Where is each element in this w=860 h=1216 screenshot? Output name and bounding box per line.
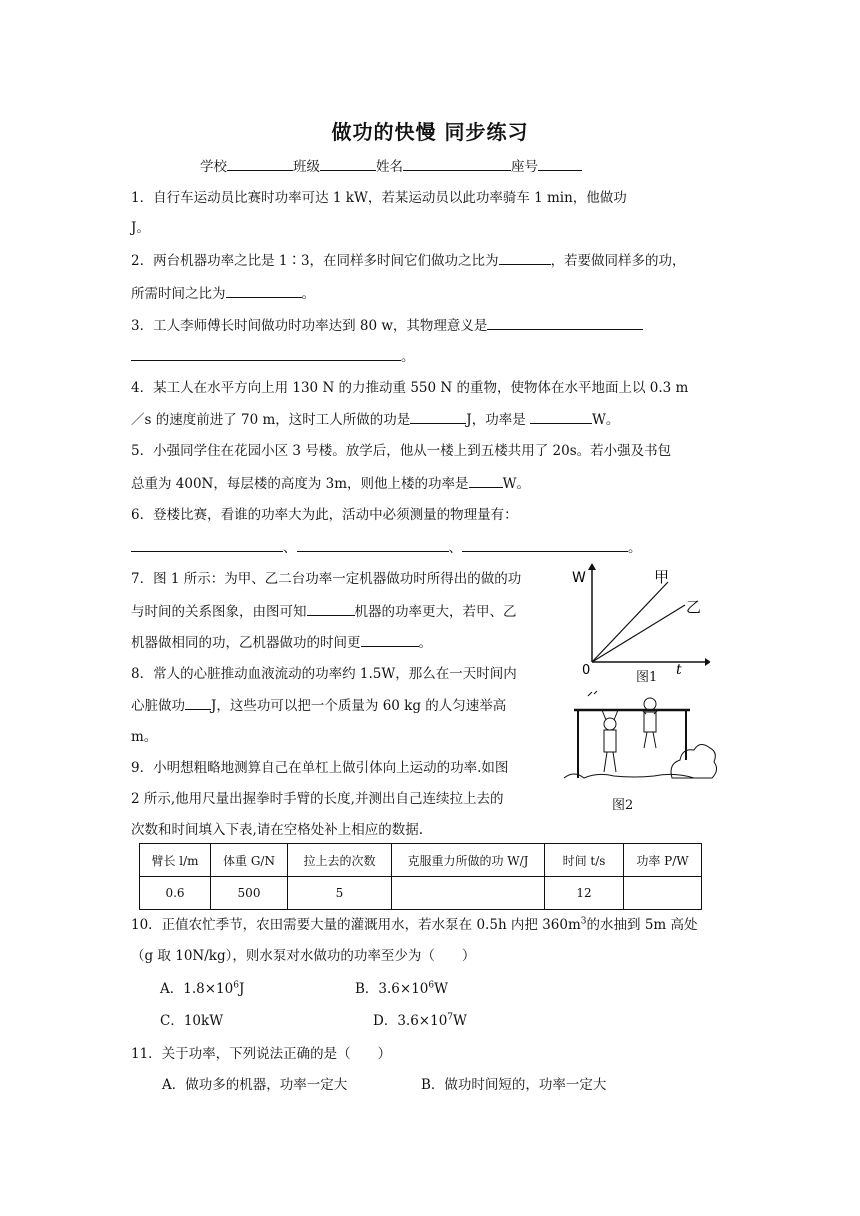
answer-blank[interactable] [185,696,211,710]
school-blank[interactable] [227,157,293,171]
question-6-line-1: 6．登楼比赛，看谁的功率大为此，活动中必须测量的物理量有： [131,507,518,523]
person-1-arm [602,710,606,720]
question-3-text: 。 [401,349,415,365]
question-2-line-2 [131,284,315,303]
answer-blank[interactable] [131,347,401,361]
question-5-line-2 [131,474,530,493]
option-d[interactable] [373,1012,467,1030]
superscript: 3 [580,916,587,927]
answer-blank[interactable] [131,538,283,552]
option-b[interactable] [355,980,448,998]
answer-blank[interactable] [307,602,355,616]
class-label: 班级 [293,159,320,175]
question-1-line-2: J。 [131,220,150,236]
question-7-text: 机器的功率更大，若甲、乙 [354,604,517,620]
table-cell: 5 [288,877,392,910]
question-9-line-3: 次数和时间填入下表,请在空格处补上相应的数据. [131,822,424,838]
question-3-line-2 [131,347,415,366]
line-jia-label: 甲 [654,568,670,586]
option-a[interactable]: A．做功多的机器，功率一定大 [162,1077,348,1093]
question-2-text: 2．两台机器功率之比是 1∶3，在同样多时间它们做功之比为 [131,253,499,269]
x-axis-arrow [705,658,710,666]
question-4-line-2 [131,410,619,429]
table-cell-work-blank[interactable] [392,877,545,910]
option-b[interactable]: B．做功时间短的，功率一定大 [421,1077,607,1093]
answer-blank[interactable] [462,538,628,552]
question-10-text: 的水抽到 5m 高处 [586,917,698,933]
line-yi-label: 乙 [686,598,702,616]
answer-blank[interactable] [469,474,503,488]
table-header-cell: 时间 t/s [545,844,624,877]
question-9-line-2: 2 所示,他用尺量出握拳时手臂的长度,并测出自己连续拉上去的 [131,791,504,807]
question-7-text: 。 [418,635,432,651]
question-5-text: 总重为 400N，每层楼的高度为 3m，则他上楼的功率是 [131,476,469,492]
question-9-line-1: 9．小明想粗略地测算自己在单杠上做引体向上运动的功率.如图 [131,760,509,776]
figure-2-pull-up-illustration [562,690,717,790]
question-3-line-1 [131,316,643,335]
table-header-cell: 拉上去的次数 [288,844,392,877]
question-6-line-2 [131,538,642,557]
question-2-text: 所需时间之比为 [131,286,226,302]
name-label: 姓名 [376,159,403,175]
answer-blank[interactable] [226,284,302,298]
figure-1-work-time-graph [570,560,710,680]
seat-blank[interactable] [538,157,582,171]
person-1-arm [614,710,618,720]
question-4-text: J，功率是 [466,412,530,428]
question-1-line-1: 1．自行车运动员比赛时功率可达 1 kW，若某运动员以此功率骑车 1 min，他做功 [131,190,627,206]
question-2-line-1 [131,251,686,270]
question-2-text: 。 [301,286,315,302]
pull-up-data-table [139,843,702,910]
person-2-leg [653,732,656,748]
motion-marks [588,691,597,696]
ground-line [564,774,694,778]
option-a[interactable] [160,980,244,998]
question-7-line-2 [131,602,517,621]
option-text: J [238,981,245,997]
question-7-text: 与时间的关系图象，由图可知 [131,604,307,620]
answer-blank[interactable] [530,410,592,424]
school-label: 学校 [200,159,227,175]
person-2-leg [644,732,647,748]
bush-drawing [671,744,717,778]
question-8-line-1: 8．常人的心脏推动血液流动的功率约 1.5W，那么在一天时间内 [131,666,517,682]
table-cell: 0.6 [140,877,211,910]
table-header-cell: 功率 P/W [624,844,702,877]
option-text: W [453,1013,467,1029]
answer-blank[interactable] [499,251,551,265]
question-5-line-1: 5．小强同学住在花园小区 3 号楼。放学后，他从一楼上到五楼共用了 20s。若小强及书包 [131,443,672,459]
class-blank[interactable] [320,157,376,171]
question-2-text: ，若要做同样多的功， [550,253,686,269]
question-4-text: ／s 的速度前进了 70 m，这时工人所做的功是 [131,412,411,428]
question-5-text: W。 [502,476,530,492]
table-header-cell: 体重 G/N [211,844,288,877]
table-cell: 500 [211,877,288,910]
question-10-line-1 [131,916,698,934]
question-4-text: W。 [591,412,620,428]
superscript: 6 [428,980,435,991]
person-2-head [644,698,656,710]
superscript: 6 [233,980,239,991]
table-header-cell: 克服重力所做的功 W/J [392,844,545,877]
separator: 、 [448,540,462,556]
answer-blank[interactable] [297,538,449,552]
separator: 、 [283,540,297,556]
origin-label: 0 [582,663,591,678]
table-header-row [140,844,702,877]
page-title: 做功的快慢 同步练习 [331,120,529,144]
table-row [140,877,702,910]
figure-2-caption: 图2 [612,798,634,813]
person-1-leg [613,752,616,772]
question-8-text: 心脏做功 [131,698,185,714]
question-8-text: J，这些功可以把一个质量为 60 kg 的人匀速举高 [211,698,507,714]
seat-label: 座号 [511,159,538,175]
question-7-text: 机器做相同的功，乙机器做功的时间更 [131,635,361,651]
student-info-line [200,157,582,176]
y-axis-arrow [588,563,596,570]
person-1-leg [604,752,607,772]
question-11-line-1: 11．关于功率，下列说法正确的是（ ） [131,1046,392,1062]
superscript: 7 [447,1012,454,1023]
answer-blank[interactable] [361,633,419,647]
question-7-line-1: 7．图 1 所示：为甲、乙二台功率一定机器做功时所得出的做的功 [131,571,522,587]
table-cell-power-blank[interactable] [624,877,702,910]
question-7-line-3 [131,633,432,652]
person-2-body [644,712,656,732]
question-4-line-1: 4．某工人在水平方向上用 130 N 的力推动重 550 N 的重物，使物体在水平地面上以 0.3 m [131,380,689,396]
separator: 。 [628,540,642,556]
name-blank[interactable] [403,157,511,171]
table-cell: 12 [545,877,624,910]
person-1-body [604,730,616,752]
question-8-line-3: m。 [131,729,158,745]
question-8-line-2 [131,696,506,715]
x-axis-label: t [676,662,682,678]
option-c[interactable]: C．10kW [160,1013,224,1029]
y-axis-label: W [572,570,586,586]
answer-blank[interactable] [487,316,643,330]
figure-1-caption: 图1 [636,670,658,685]
question-10-text: 10．正值农忙季节，农田需要大量的灌溉用水，若水泵在 0.5h 内把 360m [131,917,581,933]
option-text: A．1.8×10 [160,981,234,997]
answer-blank[interactable] [410,410,466,424]
option-text: W [434,981,449,997]
option-text: D．3.6×10 [373,1013,448,1029]
question-3-text: 3．工人李师傅长时间做功时功率达到 80 w，其物理意义是 [131,318,488,334]
option-text: B．3.6×10 [355,981,429,997]
question-10-line-2: （g 取 10N/kg），则水泵对水做功的功率至少为（ ） [131,948,476,964]
table-header-cell: 臂长 l/m [140,844,211,877]
